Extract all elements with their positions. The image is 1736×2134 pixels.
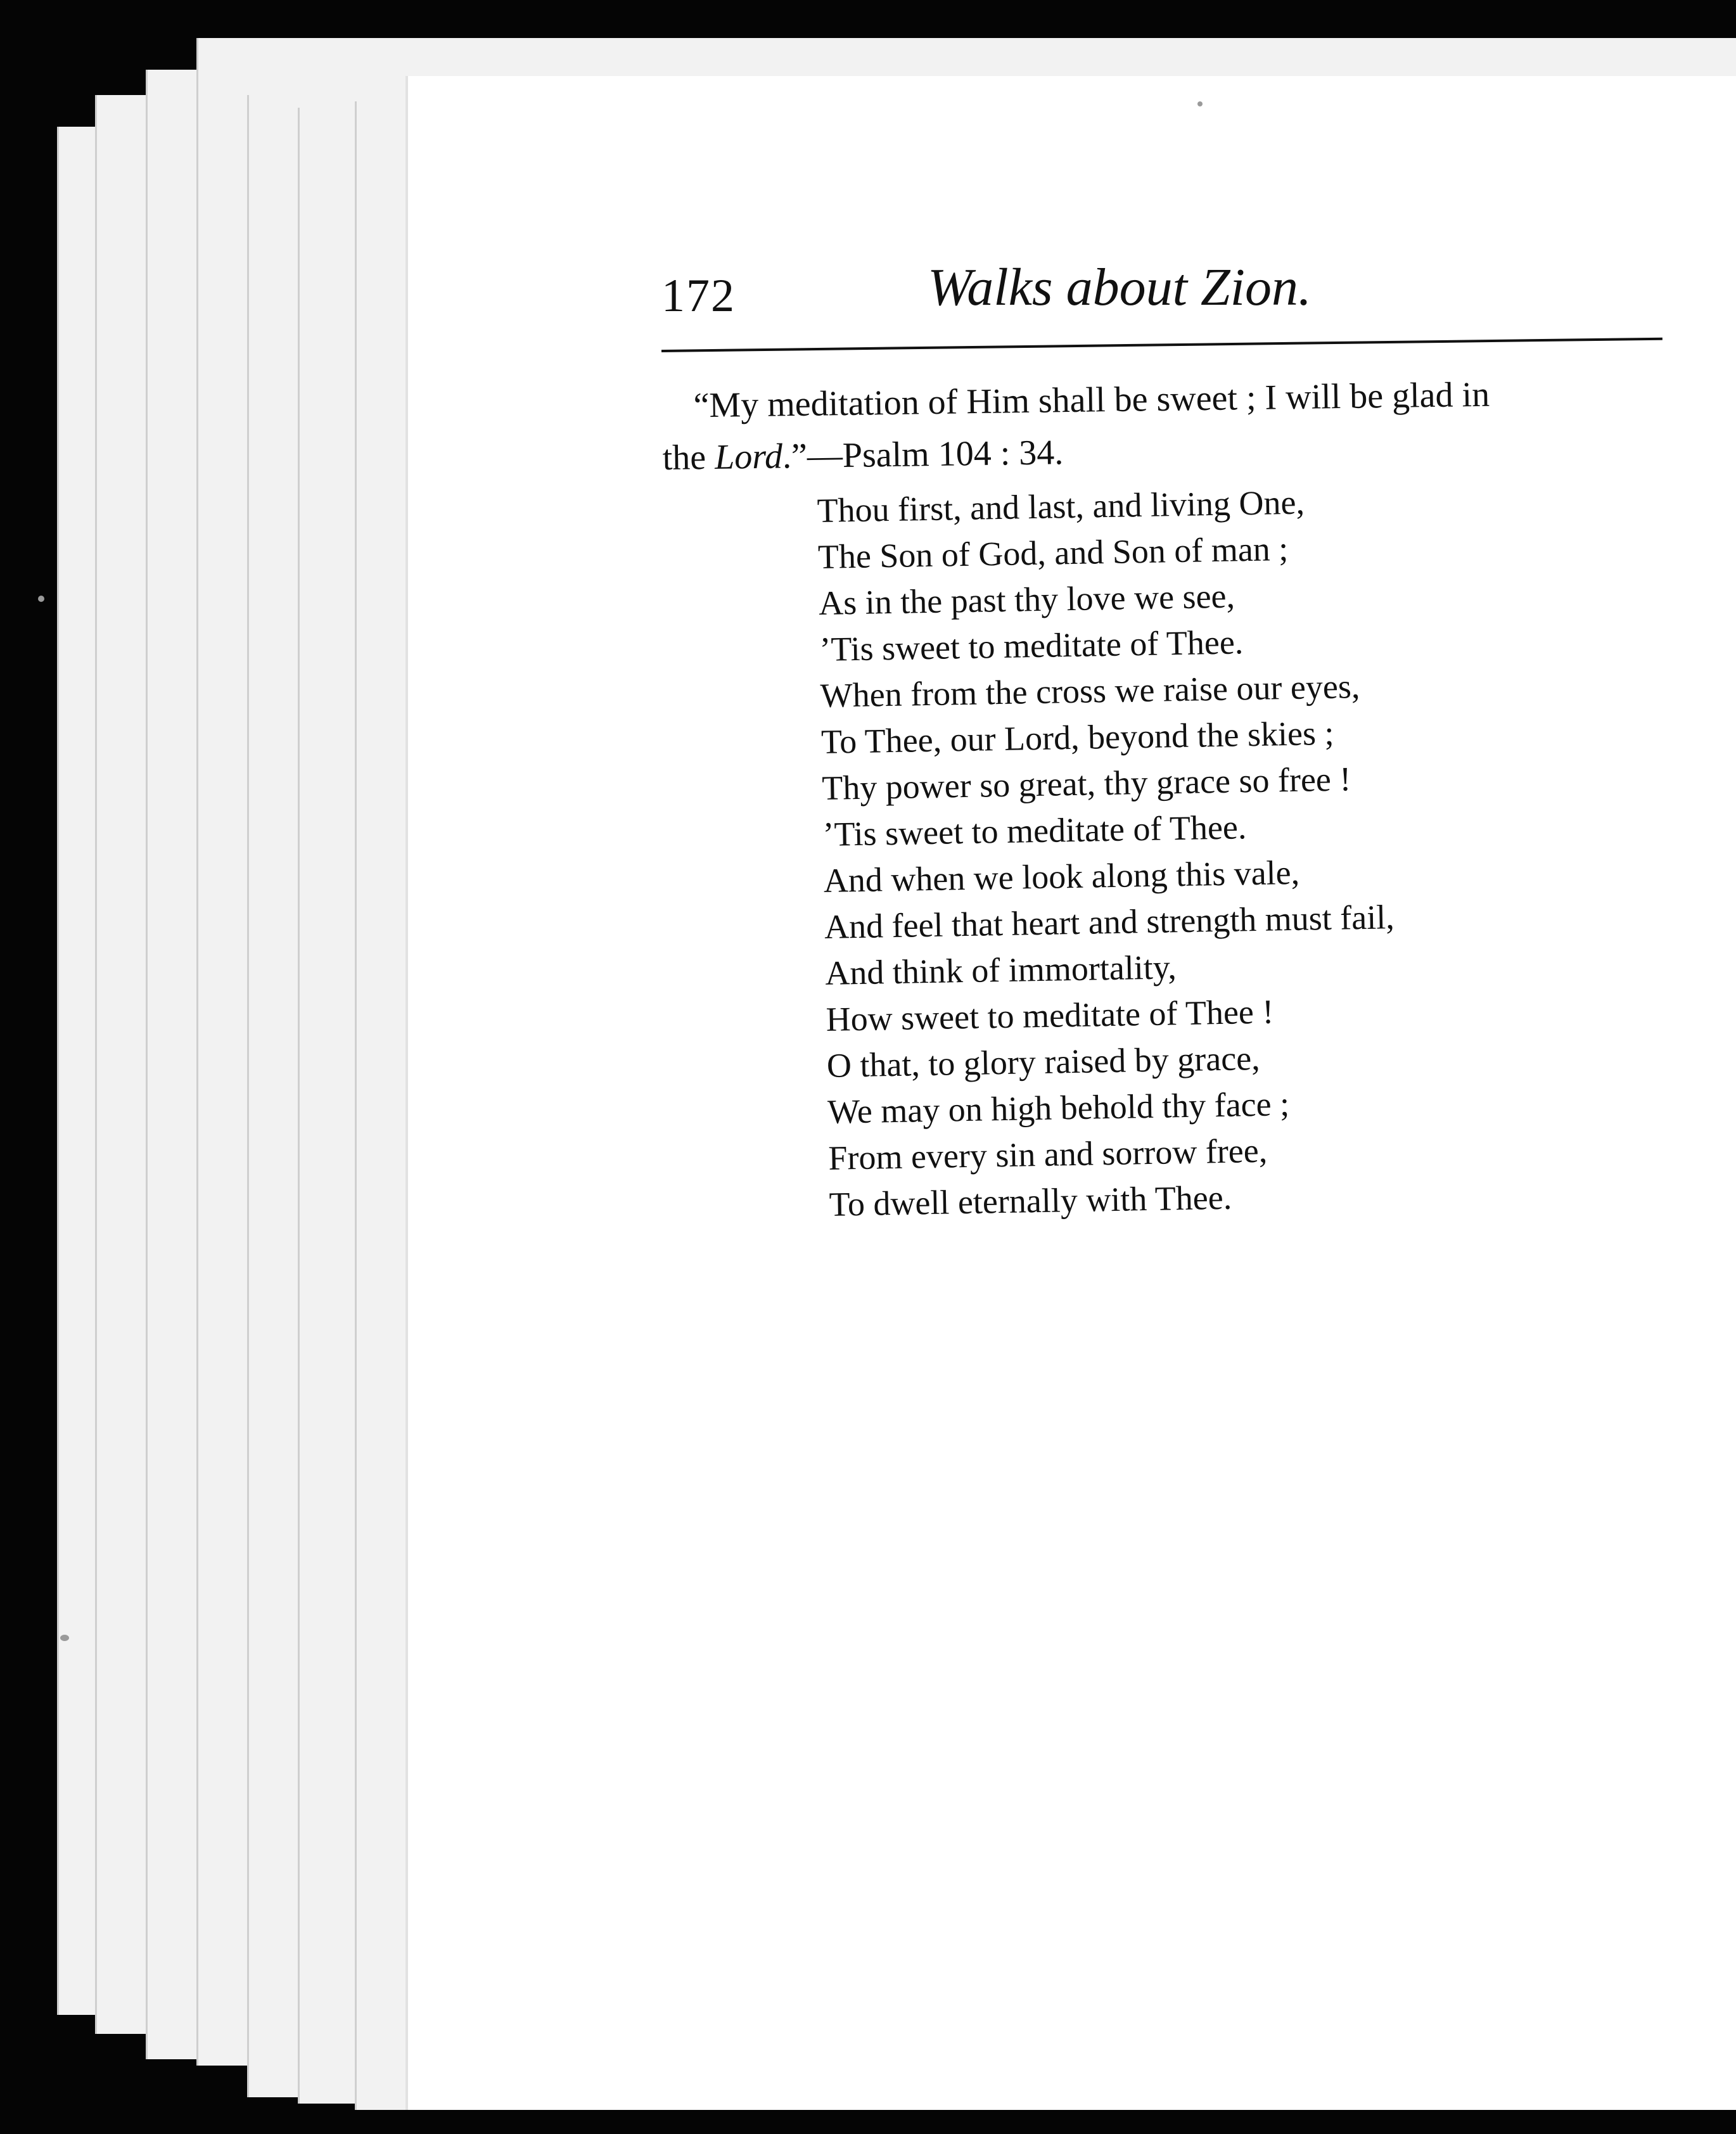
poem-line: As in the past thy love we see,	[818, 577, 1235, 622]
poem-line: To Thee, our Lord, beyond the skies ;	[820, 713, 1334, 761]
poem-line: ’Tis sweet to meditate of Thee.	[822, 808, 1247, 853]
book-page	[405, 76, 1736, 2110]
poem-line: From every sin and sorrow free,	[827, 1131, 1268, 1177]
dust-speck	[1197, 101, 1203, 106]
page-number: 172	[661, 270, 736, 322]
poem-line: O that, to glory raised by grace,	[826, 1038, 1261, 1085]
poem-line: And feel that heart and strength must fail,	[824, 898, 1395, 946]
poem-line: Thou first, and last, and living One,	[817, 483, 1305, 530]
dust-speck	[38, 596, 44, 602]
poem-line: When from the cross we raise our eyes,	[820, 667, 1360, 715]
dust-speck	[60, 1635, 69, 1641]
epigraph	[661, 366, 1676, 484]
epigraph-prefix: the	[662, 437, 715, 478]
poem-line: How sweet to meditate of Thee !	[826, 992, 1274, 1038]
poem	[817, 473, 1653, 1228]
poem-line: And when we look along this vale,	[823, 853, 1300, 900]
running-head	[661, 257, 1663, 339]
epigraph-line-1: “My meditation of Him shall be sweet ; I will be glad in	[693, 374, 1490, 426]
poem-line: ’Tis sweet to meditate of Thee.	[819, 623, 1244, 668]
poem-line: We may on high behold thy face ;	[827, 1085, 1290, 1131]
epigraph-citation: .”—Psalm 104 : 34.	[782, 433, 1064, 476]
header-rule	[661, 338, 1663, 352]
header-title: Walks about Zion.	[928, 258, 1312, 317]
poem-line: And think of immortality,	[824, 948, 1177, 992]
epigraph-italic: Lord	[714, 437, 783, 477]
poem-line: Thy power so great, thy grace so free !	[821, 760, 1351, 807]
poem-line: The Son of God, and Son of man ;	[817, 530, 1289, 576]
poem-line: To dwell eternally with Thee.	[829, 1178, 1232, 1224]
